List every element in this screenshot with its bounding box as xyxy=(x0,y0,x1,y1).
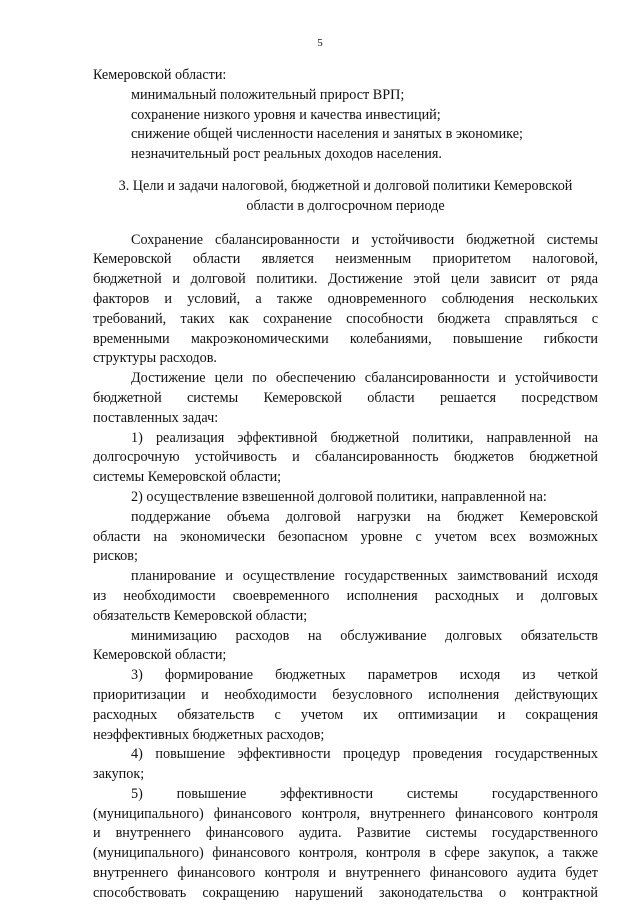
body-line: закупок; xyxy=(93,766,145,783)
section-heading-line-1: 3. Цели и задачи налоговой, бюджетной и долговой политики Кемеровской xyxy=(118,177,573,194)
sub-item: поддержание объема долговой нагрузки на бюджет Кемеровской xyxy=(131,508,598,525)
intro-list-item: незначительный рост реальных доходов населения. xyxy=(131,146,442,163)
page-number: 5 xyxy=(317,37,323,49)
body-line: временными макроэкономическими колебаниями, повышение гибкости xyxy=(93,330,598,347)
intro-line: Кемеровской области: xyxy=(93,67,227,83)
body-line: требований, таких как сохранение способности бюджета справляться с xyxy=(93,310,598,327)
body-line: из необходимости своевременного исполнения расходных и долговых xyxy=(93,587,598,604)
body-line: бюджетной системы Кемеровской области решается посредством xyxy=(93,389,598,406)
body-line: долгосрочную устойчивость и сбалансированность бюджетов бюджетной xyxy=(93,449,598,466)
body-line: Кемеровской области; xyxy=(93,647,227,664)
task-item-2: 2) осуществление взвешенной долговой политики, направленной на: xyxy=(131,488,547,505)
body-line: структуры расходов. xyxy=(93,350,217,367)
intro-list-item: сохранение низкого уровня и качества инвестиций; xyxy=(131,106,441,123)
task-item-4: 4) повышение эффективности процедур проведения государственных xyxy=(131,746,598,763)
body-line: факторов и условий, а также одновременного соблюдения нескольких xyxy=(93,290,598,307)
body-line: системы Кемеровской области; xyxy=(93,469,282,486)
body-line: Сохранение сбалансированности и устойчивости бюджетной системы xyxy=(131,231,598,248)
body-line: Достижение цели по обеспечению сбалансированности и устойчивости xyxy=(131,370,598,387)
sub-item: минимизацию расходов на обслуживание долговых обязательств xyxy=(131,627,598,644)
section-heading-line-2: области в долгосрочном периоде xyxy=(246,197,445,214)
task-item-3: 3) формирование бюджетных параметров исходя из четкой xyxy=(131,667,598,684)
task-item-5: 5) повышение эффективности системы государственного xyxy=(131,785,598,802)
task-item-1: 1) реализация эффективной бюджетной политики, направленной на xyxy=(131,429,598,446)
body-line: внутреннего финансового контроля и внутреннего финансового аудита будет xyxy=(93,865,598,882)
body-line: приоритизации и необходимости безусловного исполнения действующих xyxy=(93,686,598,703)
body-line: неэффективных бюджетных расходов; xyxy=(93,726,325,743)
body-line: бюджетной и долговой политики. Достижение этой цели зависит от ряда xyxy=(93,271,598,288)
body-line: области на экономически безопасном уровне с учетом всех возможных xyxy=(93,528,598,545)
intro-list-item: снижение общей численности населения и занятых в экономике; xyxy=(131,126,523,143)
body-line: (муниципального) финансового контроля, контроля в сфере закупок, а также xyxy=(93,845,598,862)
intro-list-item: минимальный положительный прирост ВРП; xyxy=(131,86,405,103)
body-line: рисков; xyxy=(93,548,138,565)
body-line: обязательств Кемеровской области; xyxy=(93,607,308,624)
body-line: (муниципального) финансового контроля, внутреннего финансового контроля xyxy=(93,805,598,822)
sub-item: планирование и осуществление государственных заимствований исходя xyxy=(131,568,598,585)
body-line: Кемеровской области является неизменным приоритетом налоговой, xyxy=(93,251,598,268)
body-line: и внутреннего финансового аудита. Развитие системы государственного xyxy=(93,825,598,842)
body-line: способствовать сокращению нарушений законодательства о контрактной xyxy=(93,884,598,901)
page-content xyxy=(93,66,598,904)
body-line: поставленных задач: xyxy=(93,409,219,426)
body-line: расходных обязательств с учетом их оптимизации и сокращения xyxy=(93,706,598,723)
